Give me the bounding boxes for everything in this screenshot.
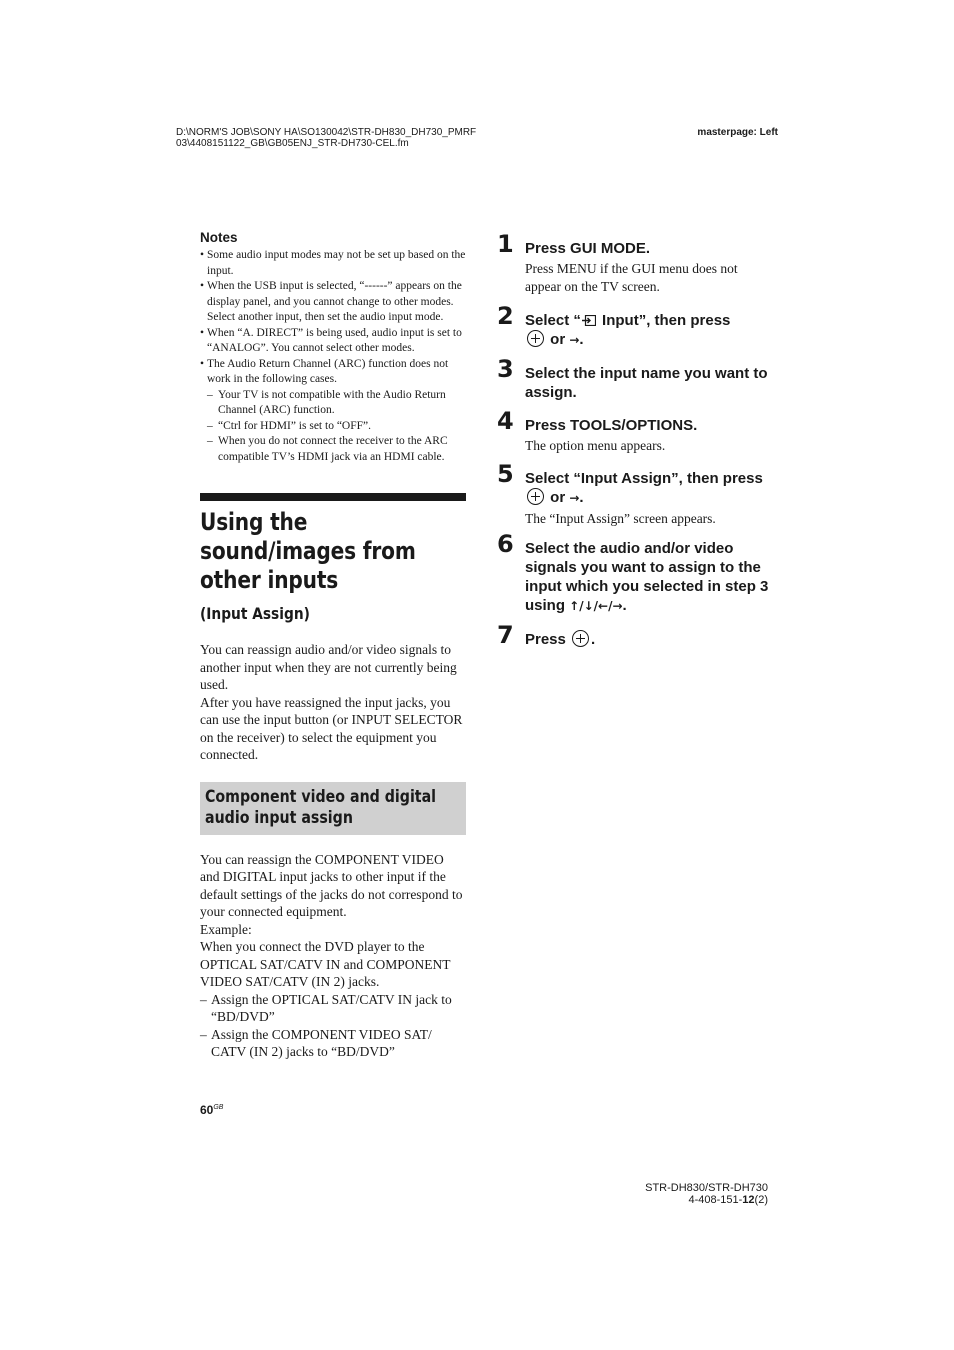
note-item: • When “A. DIRECT” is being used, audio input is set to “ANALOG”. You cannot select other modes. — [200, 326, 462, 354]
subsection-paragraph: You can reassign the COMPONENT VIDEO and DIGITAL input jacks to other input if the default settings of the jacks do not correspond to your connected equipment. — [200, 851, 463, 919]
step-title: Select the audio and/or video signals you want to assign to the input which you selected in step 3 using ↑/↓/←/→. — [525, 540, 769, 614]
enter-circle-icon — [527, 488, 544, 505]
step-number: 3 — [497, 355, 514, 383]
step-2 — [497, 302, 772, 350]
step-description: The option menu appears. — [525, 438, 666, 453]
steps-column — [497, 230, 772, 649]
step-4 — [497, 407, 772, 455]
subsection-title: Component video and digital audio input assign — [205, 786, 437, 827]
step-title: Press TOOLS/OPTIONS. — [525, 417, 698, 434]
intro-paragraph-2: After you have reassigned the input jacks, you can use the input button (or INPUT SELECTOR on the receiver) to select the equipment you connected. — [200, 694, 463, 762]
step-5 — [497, 459, 772, 528]
note-subitem: – When you do not connect the receiver to the ARC compatible TV’s HDMI jack via an HDMI cable. — [207, 435, 448, 463]
file-path-header — [176, 127, 476, 149]
enter-circle-icon — [572, 630, 589, 647]
enter-circle-icon — [527, 330, 544, 347]
step-description: The “Input Assign” screen appears. — [525, 510, 716, 526]
note-item: • Some audio input modes may not be set up based on the input. — [200, 249, 466, 277]
step-number: 6 — [497, 530, 514, 558]
subsection-heading-box — [200, 782, 466, 835]
example-item: – Assign the OPTICAL SAT/CATV IN jack to “BD/DVD” — [200, 991, 452, 1024]
intro-paragraph-1: You can reassign audio and/or video signals to another input when they are not currently being used. — [200, 642, 457, 692]
step-1 — [497, 230, 772, 295]
note-item: • When the USB input is selected, “------” appears on the display panel, and you cannot change to other modes. Select another input, then set the audio input mode. — [200, 280, 462, 323]
left-column — [200, 230, 466, 1061]
step-title: Select “Input Assign”, then press or →. — [525, 469, 763, 506]
notes-title: Notes — [200, 230, 238, 245]
step-title: Press . — [525, 631, 596, 648]
section-title: Using the sound/images from other inputs — [200, 508, 416, 594]
step-number: 5 — [497, 459, 514, 488]
arrow-right-icon: → — [569, 490, 580, 505]
page-number: $60^{GB}$ — [200, 1103, 224, 1117]
example-text: When you connect the DVD player to the OPTICAL SAT/CATV IN and COMPONENT VIDEO SAT/CATV (IN 2) jacks. — [200, 939, 451, 989]
step-number: 1 — [497, 230, 514, 258]
step-6 — [497, 530, 772, 616]
masterpage-label: masterpage: Left — [697, 127, 778, 138]
file-path-line-2: 03\4408151122_GB\GB05ENJ_STR-DH730-CEL.fm — [176, 138, 409, 149]
input-icon — [582, 315, 596, 326]
example-item: – Assign the COMPONENT VIDEO SAT/ CATV (IN 2) jacks to “BD/DVD” — [200, 1026, 432, 1059]
note-subitem: – Your TV is not compatible with the Audio Return Channel (ARC) function. — [207, 388, 446, 416]
model-name: STR-DH830/STR-DH730 — [645, 1182, 768, 1194]
note-item: • The Audio Return Channel (ARC) function does not work in the following cases. — [200, 357, 449, 385]
step-title: Select “ Input”, then press or →. — [525, 312, 731, 348]
section-subtitle: (Input Assign) — [200, 604, 310, 623]
notes-list — [200, 248, 466, 465]
direction-arrows-icon: ↑/↓/←/→ — [569, 599, 623, 613]
step-number: 7 — [497, 621, 514, 649]
step-7 — [497, 621, 772, 649]
note-subitem: – “Ctrl for HDMI” is set to “OFF”. — [207, 419, 371, 432]
example-label: Example: — [200, 921, 252, 937]
step-3 — [497, 355, 772, 402]
step-title: Select the input name you want to assign. — [525, 365, 768, 401]
subsection-body — [200, 851, 466, 1061]
step-number: 4 — [497, 407, 514, 435]
step-title: Press GUI MODE. — [525, 240, 651, 257]
section-rule — [200, 493, 466, 501]
arrow-right-icon: → — [569, 333, 580, 347]
page-suffix: GB — [213, 1104, 224, 1111]
step-number: 2 — [497, 302, 514, 330]
section-intro — [200, 641, 466, 764]
file-path-line-1: D:\NORM'S JOB\SONY HA\SO130042\STR-DH830_DH730_PMRF — [176, 127, 477, 138]
step-description: Press MENU if the GUI menu does not appear on the TV screen. — [525, 261, 738, 294]
model-footer — [645, 1182, 768, 1206]
part-code: 4-408-151-12(2) — [688, 1194, 768, 1206]
